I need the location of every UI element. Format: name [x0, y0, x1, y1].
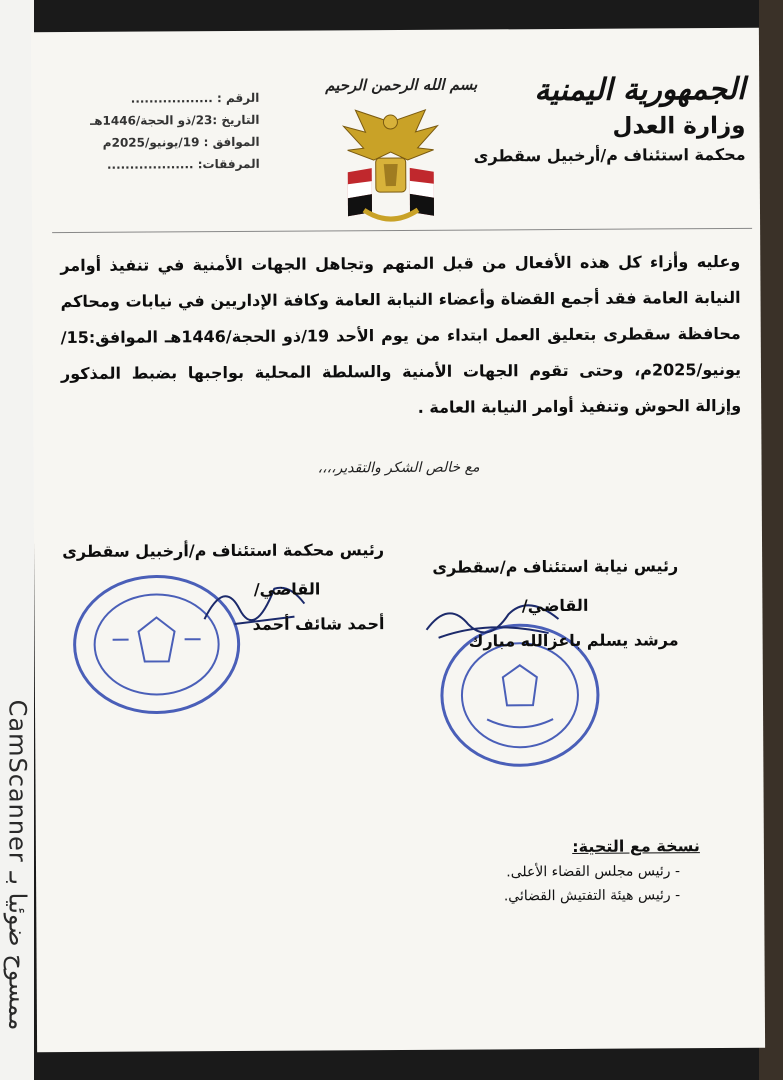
list-item: - رئيس مجلس القضاء الأعلى.: [506, 863, 681, 881]
basmala: بسم الله الرحمن الرحيم: [325, 75, 478, 95]
letter-body: وعليه وأزاء كل هذه الأفعال من قبل المتهم وتجاهل الجهات الأمنية في تنفيذ أوامر النيابة العامة فقد أجمع القضاة وأعضاء النيابة العامة وكافة الإداريين في نيابات ومحاكم محافظة سقطرى بتعليق العمل ابتداء من يوم الأحد 19/ذو الحجة/1446هـ الموافق:15/يونيو/2025م، وحتى تقوم الجهات الأمنية والسلطة المحلية بواجبها بضبط المذكور وإزالة الحوش وتنفيذ أوامر النيابة العامة .: [60, 251, 742, 417]
attachments: المرفقات: ...................: [106, 156, 260, 172]
court-title: محكمة استئناف م/أرخبيل سقطرى: [473, 144, 746, 166]
signatory-name: مرشد يسلم باعزالله مبارك: [468, 630, 679, 651]
copy-to-list: [503, 836, 700, 904]
signatory-title: رئيس نيابة استئناف م/سقطرى: [432, 556, 679, 577]
list-item: - رئيس هيئة التفتيش القضائي.: [503, 887, 681, 905]
letter-page: [31, 28, 765, 1052]
ministry-title: وزارة العدل: [612, 112, 746, 140]
date-gregorian: الموافق : 19/يونيو/2025م: [102, 134, 260, 150]
signatory-title: رئيس محكمة استئناف م/أرخبيل سقطرى: [62, 540, 385, 562]
republic-title: الجمهورية اليمنية: [534, 71, 746, 109]
signatory-name: أحمد شائف أحمد: [252, 614, 385, 634]
date-hijri: التاريخ :23/ذو الحجة/1446هـ: [90, 112, 260, 128]
signature-block-prosecution: [432, 556, 678, 650]
copy-to-heading: نسخة مع التحية:: [572, 836, 700, 856]
judge-label: القاضي/: [521, 595, 589, 616]
reference-block: [49, 87, 260, 176]
closing-line: مع خالص الشكر والتقدير،،،،: [317, 459, 480, 477]
letterhead-right: [473, 72, 745, 166]
signature-block-court: [62, 540, 384, 635]
reference-number: الرقم : ..................: [130, 90, 260, 106]
national-emblem-icon: [335, 102, 446, 233]
camscanner-watermark: CamScanner ممسوح ضوئيا بـ: [3, 699, 31, 1031]
judge-label: القاضي/: [253, 579, 321, 599]
